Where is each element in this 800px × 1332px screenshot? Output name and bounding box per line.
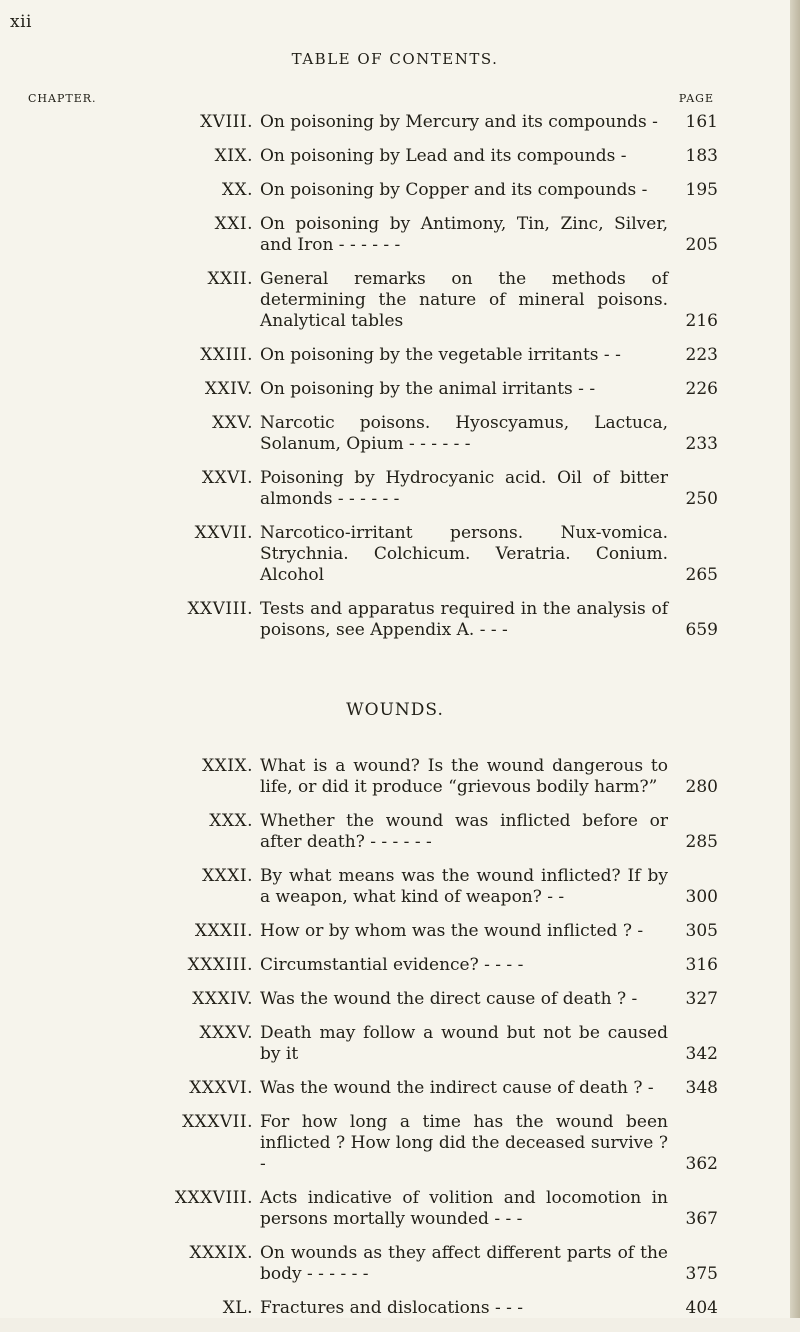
toc-entry [28, 379, 718, 400]
toc-entry [28, 523, 718, 586]
page-ref: 305 [685, 921, 718, 941]
page-ref: 265 [685, 565, 718, 585]
chapter-number: XXXVI. [189, 1078, 253, 1098]
toc-entry [28, 269, 718, 332]
toc-entry [28, 756, 718, 798]
toc-entry [28, 989, 718, 1010]
toc-entry [28, 1078, 718, 1099]
page-ref: 205 [685, 235, 718, 255]
toc-entry [28, 345, 718, 366]
page-ref: 327 [685, 989, 718, 1009]
chapter-title: On wounds as they affect different parts of the body - - - - - - [260, 1243, 668, 1284]
chapter-number: XXIV. [204, 379, 253, 399]
chapter-number: XXXIII. [187, 955, 253, 975]
page-ref: 375 [685, 1264, 718, 1284]
chapter-number: XXXVIII. [174, 1188, 253, 1208]
chapter-number: XXII. [207, 269, 253, 289]
chapter-number: XXV. [212, 413, 253, 433]
chapter-title: Death may follow a wound but not be caused by it [260, 1023, 668, 1064]
chapter-title: Fractures and dislocations - - - [260, 1298, 524, 1318]
toc-section-wounds [28, 756, 718, 1332]
chapter-title: Narcotico-irritant persons. Nux-vomica. Strychnia. Colchicum. Veratria. Conium. Alcohol [260, 523, 668, 585]
chapter-title: On poisoning by Antimony, Tin, Zinc, Silver, and Iron - - - - - - [260, 214, 668, 255]
chapter-number: XL. [222, 1298, 253, 1318]
page-ref: 348 [685, 1078, 718, 1098]
chapter-column-heading: CHAPTER. [28, 92, 97, 105]
toc-entry [28, 413, 718, 455]
section-heading-wounds: WOUNDS. [346, 700, 444, 720]
running-head [0, 12, 790, 68]
chapter-number: XXXI. [202, 866, 253, 886]
toc-entry [28, 1298, 718, 1319]
chapter-title: How or by whom was the wound inflicted ? - [260, 921, 644, 941]
chapter-number: XXXV. [199, 1023, 253, 1043]
page-column-heading: PAGE [678, 92, 714, 105]
page-ref: 316 [685, 955, 718, 975]
toc-section-poisons [28, 112, 718, 654]
chapter-title: Was the wound the indirect cause of death ? - [260, 1078, 654, 1098]
toc-entry [28, 811, 718, 853]
chapter-title: Was the wound the direct cause of death ? - [260, 989, 638, 1009]
chapter-title: General remarks on the methods of determining the nature of mineral poisons. Analytical tables [260, 269, 668, 331]
toc-entry [28, 866, 718, 908]
chapter-title: Circumstantial evidence? - - - - [260, 955, 524, 975]
toc-entry [28, 599, 718, 641]
toc-entry [28, 468, 718, 510]
chapter-number: XIX. [214, 146, 253, 166]
page-ref: 216 [685, 311, 718, 331]
toc-entry [28, 112, 718, 133]
page-ref: 285 [685, 832, 718, 852]
chapter-title: On poisoning by Lead and its compounds - [260, 146, 627, 166]
page-ref: 280 [685, 777, 718, 797]
chapter-title: On poisoning by the animal irritants - - [260, 379, 596, 399]
chapter-number: XXVI. [201, 468, 253, 488]
chapter-number: XXIII. [200, 345, 253, 365]
chapter-title: What is a wound? Is the wound dangerous to life, or did it produce “grievous bodily harm?” [260, 756, 668, 797]
toc-entry [28, 1188, 718, 1230]
chapter-number: XXXVII. [182, 1112, 253, 1132]
page-ref: 367 [685, 1209, 718, 1229]
chapter-title: On poisoning by Copper and its compounds - [260, 180, 648, 200]
page-ref: 226 [685, 379, 718, 399]
toc-entry [28, 1112, 718, 1175]
page-number: xii [10, 12, 32, 32]
page-ref: 233 [685, 434, 718, 454]
page-ref: 342 [685, 1044, 718, 1064]
toc-entry [28, 1243, 718, 1285]
page-ref: 300 [685, 887, 718, 907]
chapter-title: On poisoning by the vegetable irritants - - [260, 345, 621, 365]
chapter-title: Whether the wound was inflicted before or after death? - - - - - - [260, 811, 668, 852]
chapter-title: For how long a time has the wound been inflicted ? How long did the deceased survive ? - [260, 1112, 668, 1174]
toc-entry [28, 921, 718, 942]
chapter-number: XXIX. [202, 756, 253, 776]
page-edge-shadow [790, 0, 800, 1318]
chapter-number: XXXIX. [189, 1243, 253, 1263]
chapter-title: Tests and apparatus required in the analysis of poisons, see Appendix A. - - - [260, 599, 668, 640]
chapter-number: XXVIII. [187, 599, 253, 619]
toc-entry [28, 955, 718, 976]
chapter-number: XXXII. [194, 921, 253, 941]
toc-entry [28, 214, 718, 256]
chapter-title: Narcotic poisons. Hyoscyamus, Lactuca, Solanum, Opium - - - - - - [260, 413, 668, 454]
page-ref: 250 [685, 489, 718, 509]
running-title: TABLE OF CONTENTS. [291, 50, 499, 68]
chapter-number: XXVII. [194, 523, 253, 543]
chapter-title: Poisoning by Hydrocyanic acid. Oil of bitter almonds - - - - - - [260, 468, 668, 509]
toc-entry [28, 1023, 718, 1065]
chapter-number: XXX. [209, 811, 253, 831]
toc-entry [28, 146, 718, 167]
page-ref: 161 [685, 112, 718, 132]
page-ref: 223 [685, 345, 718, 365]
chapter-number: XXXIV. [192, 989, 253, 1009]
chapter-number: XVIII. [200, 112, 253, 132]
chapter-title: By what means was the wound inflicted? If by a weapon, what kind of weapon? - - [260, 866, 668, 907]
chapter-title: On poisoning by Mercury and its compounds - [260, 112, 658, 132]
column-headings [28, 92, 718, 108]
page-ref: 183 [685, 146, 718, 166]
page-ref: 659 [685, 620, 718, 640]
page-ref: 404 [685, 1298, 718, 1318]
chapter-title: Acts indicative of volition and locomotion in persons mortally wounded - - - [260, 1188, 668, 1229]
page-ref: 195 [685, 180, 718, 200]
chapter-number: XXI. [214, 214, 253, 234]
page-ref: 362 [685, 1154, 718, 1174]
chapter-number: XX. [221, 180, 253, 200]
toc-entry [28, 180, 718, 201]
